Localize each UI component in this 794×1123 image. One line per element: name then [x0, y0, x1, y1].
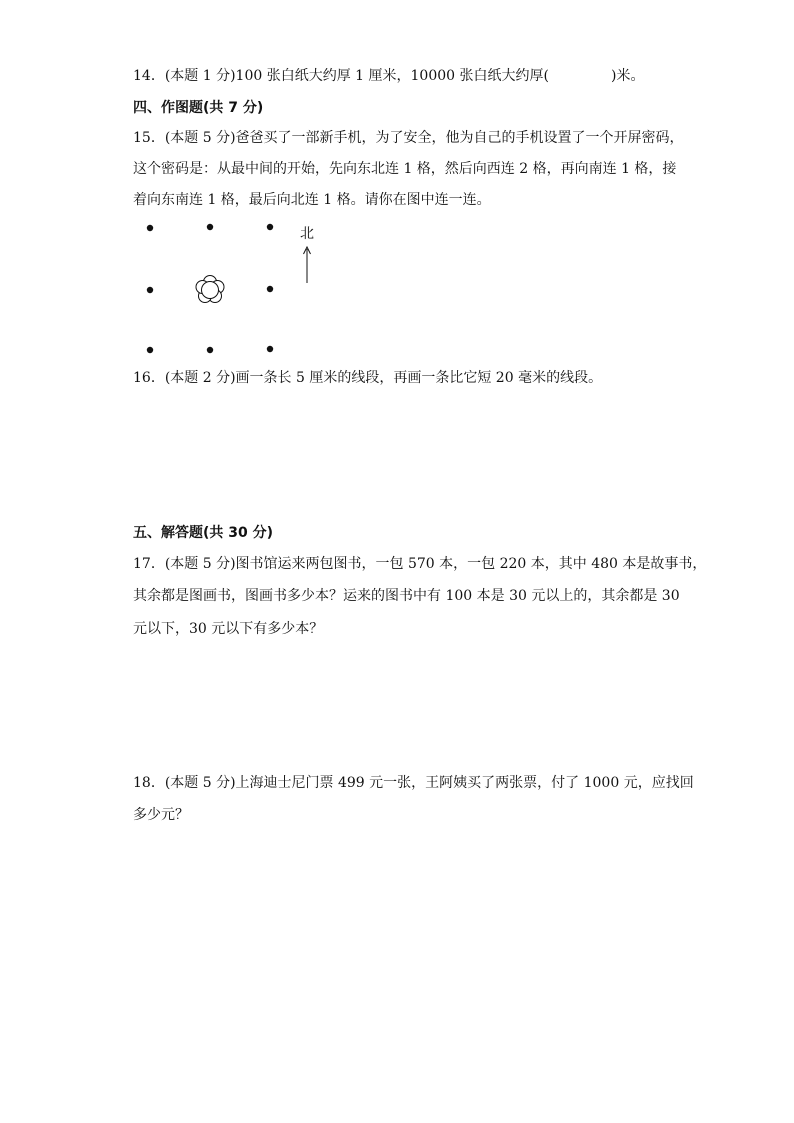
question-14-prefix: 14．(本题 1 分)100 张白纸大约厚 1 厘米，10000 张白纸大约厚( [133, 68, 549, 84]
question-15-line-3: 着向东南连 1 格，最后向北连 1 格。请你在图中连一连。 [133, 192, 491, 208]
grid-dot[interactable] [267, 346, 273, 352]
question-15-line-1: 15．(本题 5 分)爸爸买了一部新手机，为了安全，他为自己的手机设置了一个开屏密码， [133, 130, 684, 146]
question-14 [133, 66, 644, 86]
question-17-line-2: 其余都是图画书，图画书多少本？运来的图书中有 100 本是 30 元以上的，其余都是 30 [133, 588, 680, 604]
grid-dot[interactable] [147, 287, 153, 293]
grid-dot[interactable] [147, 347, 153, 353]
grid-dot[interactable] [147, 225, 153, 231]
question-15-line-2: 这个密码是：从最中间的开始，先向东北连 1 格，然后向西连 2 格，再向南连 1 格，接 [133, 161, 677, 177]
flower-icon[interactable] [196, 276, 224, 303]
question-16: 16．(本题 2 分)画一条长 5 厘米的线段，再画一条比它短 20 毫米的线段。 [133, 370, 603, 386]
question-18-line-1: 18．(本题 5 分)上海迪士尼门票 499 元一张，王阿姨买了两张票，付了 1000 元，应找回 [133, 775, 694, 791]
question-17-line-1: 17．(本题 5 分)图书馆运来两包图书，一包 570 本，一包 220 本，其中 480 本是故事书， [133, 556, 707, 572]
dot-grid-diagram[interactable] [130, 215, 330, 365]
grid-dot[interactable] [207, 224, 213, 230]
section-4-title: 四、作图题(共 7 分) [133, 100, 264, 116]
question-14-suffix: )米。 [610, 68, 645, 84]
grid-dot[interactable] [267, 286, 273, 292]
section-5-title: 五、解答题(共 30 分) [133, 525, 274, 541]
grid-dot[interactable] [207, 347, 213, 353]
question-17-line-3: 元以下，30 元以下有多少本？ [133, 621, 324, 637]
north-label: 北 [300, 226, 314, 242]
question-18-line-2: 多少元？ [133, 807, 189, 823]
grid-dot[interactable] [267, 224, 273, 230]
